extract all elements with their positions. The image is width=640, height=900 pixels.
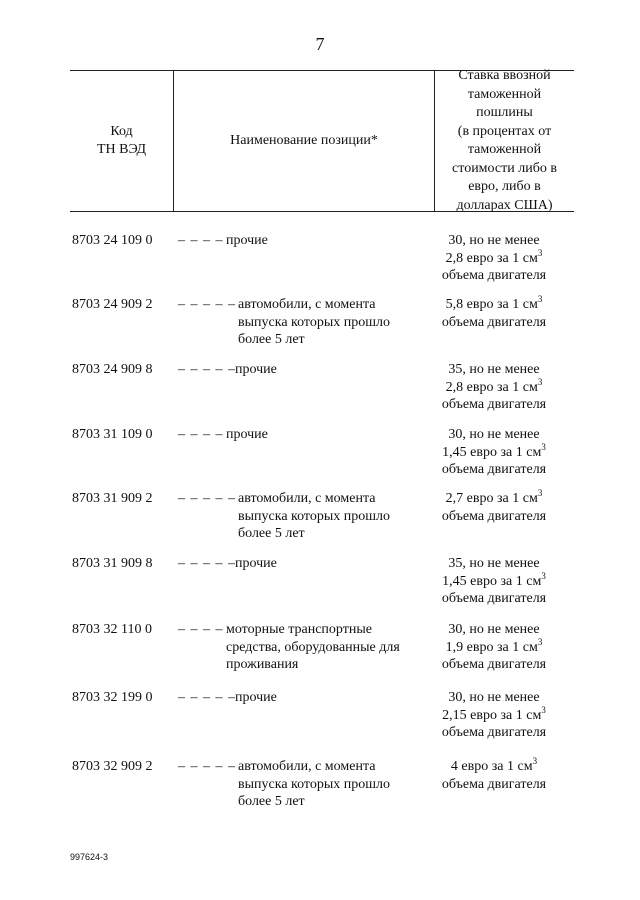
row-description-line: средства, оборудованные для — [226, 639, 400, 655]
row-code: 8703 31 909 2 — [72, 491, 153, 506]
row-rate — [424, 621, 564, 674]
row-rate-text: 30, но не менее — [448, 622, 540, 637]
row-code: 8703 24 909 8 — [72, 362, 153, 377]
unit-superscript: 3 — [537, 376, 543, 387]
row-rate — [424, 758, 564, 793]
row-rate-text: 35, но не менее — [448, 556, 540, 571]
row-rate-text: объема двигателя — [441, 591, 547, 606]
row-dashes: – – – – — [178, 622, 224, 637]
unit-superscript: 3 — [541, 441, 546, 452]
header-code-line: Код — [110, 124, 133, 139]
row-rate — [424, 689, 564, 742]
row-rate-line — [424, 590, 564, 608]
header-rate-line: евро, либо в — [468, 179, 541, 194]
row-rate-text: 4 евро за 1 см — [450, 759, 533, 774]
row-description-line: выпуска которых прошло — [238, 314, 391, 330]
row-description — [235, 555, 277, 573]
header-name: Наименование позиции* — [230, 133, 378, 148]
row-dashes: – – – – – — [178, 297, 236, 312]
row-description-line: более 5 лет — [238, 794, 305, 809]
footer-document-id: 997624-3 — [70, 852, 109, 862]
row-description — [238, 296, 390, 349]
row-description-line: моторные транспортные — [226, 622, 372, 637]
row-rate-line — [424, 441, 564, 462]
row-description-line: автомобили, с момента — [238, 759, 376, 774]
row-rate-text: объема двигателя — [441, 657, 547, 672]
row-rate-text: 2,8 евро за 1 см — [445, 379, 538, 395]
row-rate-text: объема двигателя — [441, 508, 547, 524]
unit-superscript: 3 — [537, 247, 543, 258]
row-description-line: прочие — [235, 690, 277, 705]
row-code: 8703 32 199 0 — [72, 690, 153, 705]
row-description-line: выпуска которых прошло — [238, 776, 391, 792]
row-dashes: – – – – — [178, 233, 224, 248]
row-description — [238, 490, 390, 543]
header-code — [70, 71, 173, 211]
row-description-line: выпуска которых прошло — [238, 508, 391, 524]
row-rate — [424, 361, 564, 414]
row-rate-line — [424, 656, 564, 674]
unit-superscript: 3 — [541, 704, 546, 715]
header-rate-line: таможенной — [467, 86, 542, 102]
row-dashes: – – – – – — [178, 690, 236, 705]
unit-superscript: 3 — [537, 294, 543, 304]
row-dashes: – – – – – — [178, 556, 236, 571]
unit-superscript: 3 — [537, 488, 543, 498]
row-rate-text: 35, но не менее — [448, 362, 540, 377]
page-number: 7 — [315, 34, 325, 54]
row-rate-line — [424, 704, 564, 725]
header-rate-line: стоимости либо в — [452, 160, 557, 176]
row-description-line: прочие — [226, 427, 268, 442]
row-description-line: автомобили, с момента — [238, 491, 376, 506]
row-code: 8703 31 109 0 — [72, 427, 153, 442]
row-rate-line — [424, 621, 564, 639]
row-rate-line — [424, 232, 564, 250]
row-rate — [424, 490, 564, 525]
row-rate-text: объема двигателя — [441, 397, 547, 412]
row-description-line: прочие — [235, 362, 277, 377]
row-dashes: – – – – – — [178, 759, 236, 774]
row-dashes: – – – – — [178, 427, 224, 442]
row-rate-line — [424, 376, 564, 397]
row-rate-text: объема двигателя — [441, 776, 547, 792]
row-rate — [424, 232, 564, 285]
row-code: 8703 32 110 0 — [72, 622, 152, 637]
row-rate-line — [424, 724, 564, 742]
header-rate-line: пошлины — [476, 105, 533, 120]
row-dashes: – – – – – — [178, 491, 236, 506]
row-rate-line — [424, 314, 564, 332]
row-rate-text: объема двигателя — [441, 462, 547, 477]
row-code: 8703 24 909 2 — [72, 297, 153, 312]
row-dashes: – – – – – — [178, 362, 236, 377]
row-rate — [424, 555, 564, 608]
row-rate-line — [424, 267, 564, 285]
row-rate — [424, 296, 564, 331]
row-description-line: прочие — [235, 556, 277, 571]
unit-superscript: 3 — [532, 756, 538, 766]
table-header — [70, 70, 574, 212]
row-rate-text: 1,45 евро за 1 см — [442, 573, 542, 589]
row-rate-line — [424, 296, 564, 314]
header-rate — [435, 68, 574, 213]
row-rate-line — [424, 508, 564, 526]
header-code-line: ТН ВЭД — [96, 142, 147, 157]
row-code: 8703 32 909 2 — [72, 759, 153, 774]
row-rate-line — [424, 396, 564, 414]
row-rate — [424, 426, 564, 479]
row-rate-text: 30, но не менее — [448, 233, 540, 248]
unit-superscript: 3 — [541, 570, 546, 581]
row-description-line: более 5 лет — [238, 526, 305, 541]
row-rate-text: объема двигателя — [441, 725, 547, 740]
header-rate-line: долларах США) — [456, 197, 553, 213]
row-code: 8703 31 909 8 — [72, 556, 153, 571]
unit-superscript: 3 — [537, 636, 543, 647]
row-rate-text: 1,45 евро за 1 см — [442, 444, 542, 460]
row-rate-text: 5,8 евро за 1 см — [445, 297, 538, 312]
header-rate-line: (в процентах от — [457, 123, 552, 139]
row-description — [238, 758, 390, 811]
row-rate-text: 2,15 евро за 1 см — [442, 707, 542, 723]
row-rate-line — [424, 776, 564, 794]
row-description-line: автомобили, с момента — [238, 297, 376, 312]
row-rate-line — [424, 570, 564, 591]
row-description-line: прочие — [226, 233, 268, 248]
row-rate-text: 30, но не менее — [448, 690, 540, 705]
row-rate-line — [424, 247, 564, 268]
row-rate-line — [424, 461, 564, 479]
row-rate-line — [424, 490, 564, 508]
row-description-line: проживания — [226, 657, 299, 672]
row-rate-line — [424, 636, 564, 657]
row-rate-line — [424, 361, 564, 379]
row-rate-text: 1,9 евро за 1 см — [445, 639, 538, 655]
header-rate-line: Ставка ввозной — [458, 68, 551, 83]
row-code: 8703 24 109 0 — [72, 233, 153, 248]
row-rate-line — [424, 758, 564, 776]
row-description — [226, 232, 268, 250]
header-rate-line: таможенной — [467, 142, 542, 157]
row-rate-text: 2,7 евро за 1 см — [445, 491, 538, 506]
row-rate-text: 30, но не менее — [448, 427, 540, 442]
row-description — [226, 621, 400, 674]
row-description — [226, 426, 268, 444]
row-rate-text: объема двигателя — [441, 314, 547, 330]
row-description-line: более 5 лет — [238, 332, 305, 347]
row-rate-text: 2,8 евро за 1 см — [445, 250, 538, 266]
row-description — [235, 361, 277, 379]
row-rate-text: объема двигателя — [441, 268, 547, 283]
row-description — [235, 689, 277, 707]
